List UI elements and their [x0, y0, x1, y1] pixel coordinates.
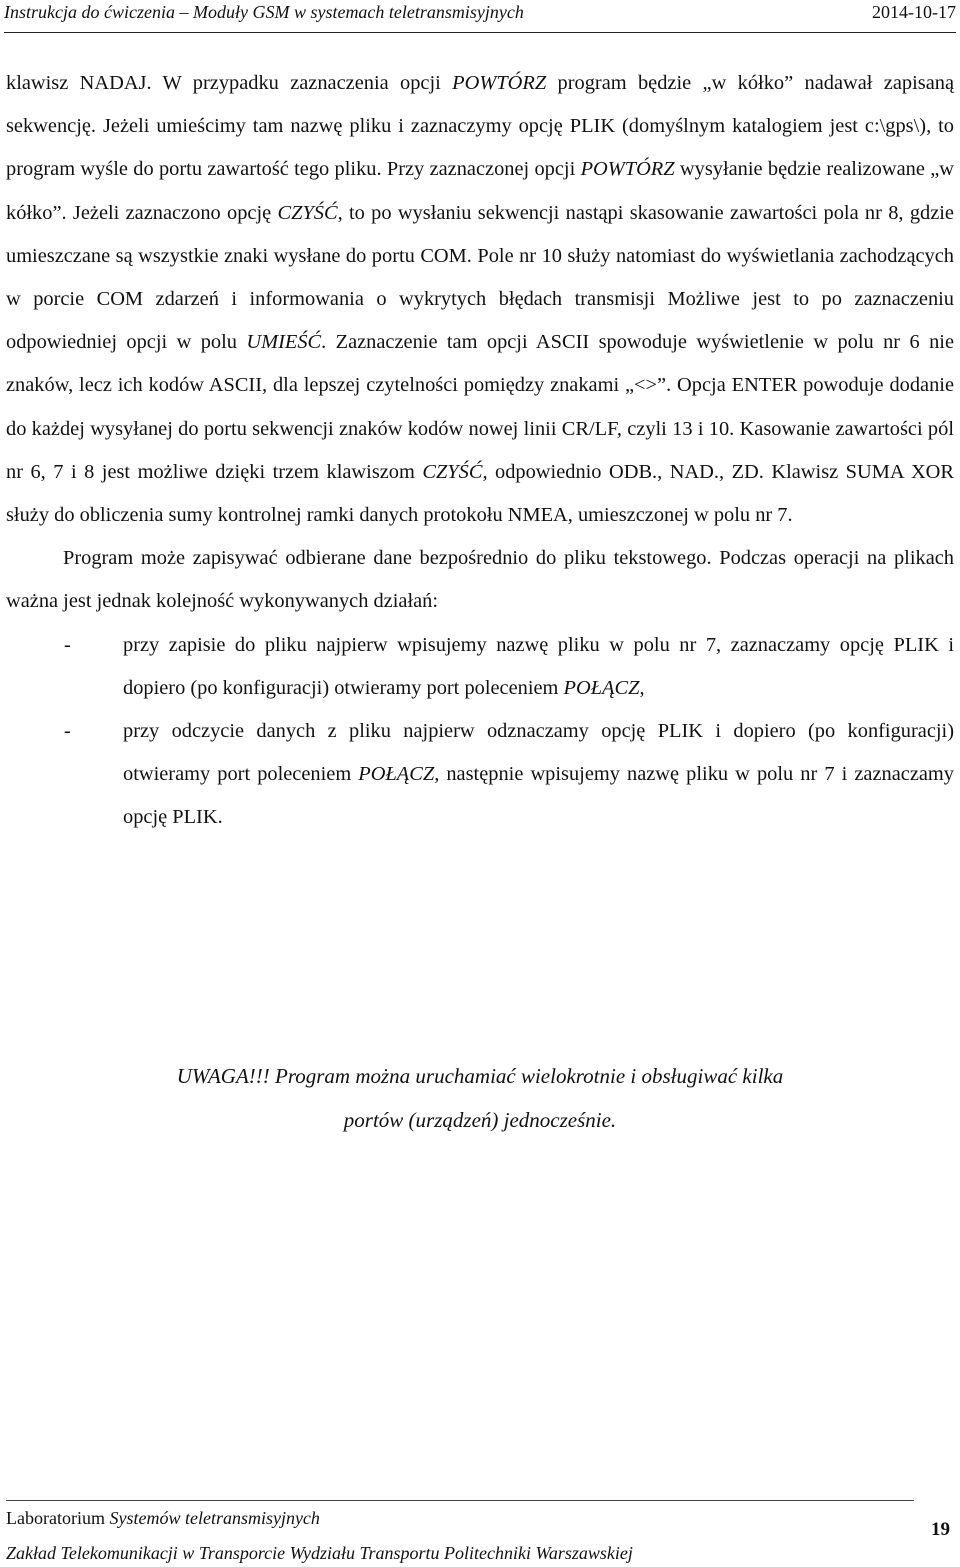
warning-line-2: portów (urządzeń) jednocześnie.: [343, 1108, 617, 1132]
option-powtorz: POWTÓRZ: [452, 72, 547, 94]
footer-lab-prefix: Laboratorium: [6, 1508, 110, 1528]
option-umiesc: UMIEŚĆ: [246, 331, 322, 354]
footer-department: Zakład Telekomunikacji w Transporcie Wydziału Transportu Politechniki Warszawskiej: [6, 1543, 633, 1563]
option-powtorz: POWTÓRZ: [580, 158, 675, 181]
steps-list: [6, 624, 954, 840]
header-title: Instrukcja do ćwiczenia – Moduły GSM w systemach teletransmisyjnych: [4, 2, 524, 22]
warning-line-1: UWAGA!!! Program można uruchamiać wielokrotnie i obsługiwać kilka: [176, 1064, 784, 1088]
header-date: 2014-10-17: [872, 2, 956, 22]
list-item-text: przy zapisie do pliku najpierw wpisujemy nazwę pliku w polu nr 7, zaznaczamy opcję PLIK i dopiero (po konfiguracji) otwieramy port poleceniem: [123, 633, 954, 699]
list-dash: -: [64, 633, 71, 656]
paragraph-1-text-3: wysyłanie będzie realizowane „w kółko”. Jeżeli zaznaczono opcję: [6, 158, 954, 224]
header-rule: [4, 32, 956, 33]
paragraph-1-text-5: . Zaznaczenie tam opcji ASCII spowoduje wyświetlenie w polu nr 6 nie znaków, lecz ich kodów ASCII, dla lepszej czytelności pomiędzy znakami „<>”. Opcja ENTER powoduje dodanie do każdej wysyłanej do portu sekwencji znaków kodów nowej linii CR/LF, czyli 13 i 10. Kasowanie zawartości pól nr 6, 7 i 8 jest możliwe dzięki trzem klawiszom: [6, 331, 954, 483]
command-polacz: POŁĄCZ: [563, 676, 640, 699]
option-czysc: CZYŚĆ: [422, 460, 483, 483]
footer-lab-title: Systemów teletransmisyjnych: [109, 1508, 320, 1528]
paragraph-1-text-4: , to po wysłaniu sekwencji nastąpi skasowanie zawartości pola nr 8, gdzie umieszczane są wszystkie znaki wysłane do portu COM. Pole nr 10 służy natomiast do wyświetlania zachodzących w porcie COM zdarzeń i informowania o wykrytych błędach transmisji Możliwe jest to po zaznaczeniu odpowiedniej opcji w polu: [6, 201, 954, 354]
page-number: 19: [931, 1519, 950, 1540]
list-item-text: przy odczycie danych z pliku najpierw odznaczamy opcję PLIK i dopiero (po konfiguracji) otwieramy port poleceniem: [123, 720, 954, 786]
command-polacz: POŁĄCZ: [358, 763, 435, 786]
page-footer: [6, 1500, 956, 1567]
footer-lab: [6, 1508, 320, 1529]
list-item: [6, 710, 954, 840]
paragraph-2: Program może zapisywać odbierane dane bezpośrednio do pliku tekstowego. Podczas operacji na plikach ważna jest jednak kolejność wykonywanych działań:: [6, 547, 954, 613]
paragraph-1: [6, 62, 954, 537]
page-header: [4, 0, 956, 34]
document-body: [6, 62, 954, 840]
paragraph-1-text-6: , odpowiednio ODB., NAD., ZD. Klawisz SUMA XOR służy do obliczenia sumy kontrolnej ramki danych protokołu NMEA, umieszczonej w polu nr 7.: [6, 460, 955, 527]
paragraph-1-text-2: program będzie „w kółko” nadawał zapisaną sekwencję. Jeżeli umieścimy tam nazwę pliku i zaznaczymy opcję PLIK (domyślnym katalogiem jest c:\gps\), to program wyśle do portu zawartość tego pliku. Przy zaznaczonej opcji: [6, 72, 954, 181]
paragraph-1-text-1: klawisz NADAJ. W przypadku zaznaczenia opcji: [6, 72, 453, 94]
list-item-text-end: , następnie wpisujemy nazwę pliku w polu nr 7 i zaznaczamy opcję PLIK.: [123, 763, 954, 829]
list-dash: -: [64, 720, 71, 743]
list-item-text-end: ,: [639, 676, 645, 699]
footer-rule: [6, 1500, 914, 1501]
option-czysc: CZYŚĆ: [277, 201, 338, 224]
list-item: [6, 624, 954, 710]
